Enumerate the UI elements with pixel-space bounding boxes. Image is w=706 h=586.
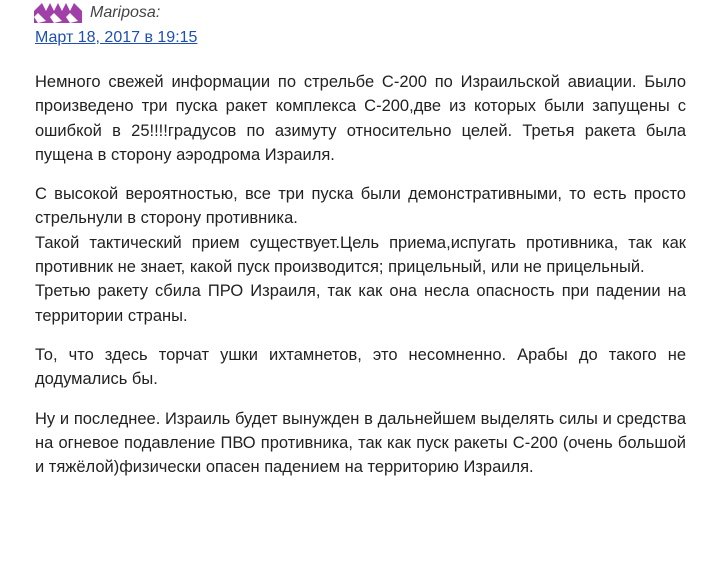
comment-body — [35, 70, 686, 494]
paragraph-line: Немного свежей информации по стрельбе С-200 по Израильской авиации. Было произведено три пуска ракет комплекса С-200,две из которых были запущены с ошибкой в 25!!!!градусов по азимуту относительно целей. Третья ракета была пущена в сторону аэродрома Израиля. — [35, 73, 686, 164]
paragraph-line: То, что здесь торчат ушки ихтамнетов, это несомненно. Арабы до такого не додумались бы. — [35, 345, 686, 389]
avatar[interactable] — [34, 3, 82, 23]
paragraph — [35, 70, 686, 167]
paragraph-line: Ну и последнее. Израиль будет вынужден в дальнейшем выделять силы и средства на огневое подавление ПВО противника, так как пуск ракеты С-200 (очень большой и тяжёлой)физически опасен падением на территорию Израиля. — [35, 409, 686, 477]
comment-date-link[interactable]: Март 18, 2017 в 19:15 — [35, 29, 198, 46]
paragraph-line: Такой тактический прием существует.Цель приема,испугать противника, так как противник не знает, какой пуск производится; прицельный, или не прицельный. — [35, 233, 686, 277]
comment-author[interactable]: Mariposa — [90, 4, 156, 21]
paragraph-line: Третью ракету сбила ПРО Израиля, так как она несла опасность при падении на территории страны. — [35, 282, 686, 325]
paragraph-line: С высокой вероятностью, все три пуска были демонстративными, то есть просто стрельнули в сторону противника. — [35, 185, 686, 228]
paragraph — [35, 407, 686, 480]
author-colon: : — [155, 4, 161, 21]
paragraph — [35, 343, 686, 392]
paragraph — [35, 182, 686, 328]
comment-header — [34, 0, 160, 26]
